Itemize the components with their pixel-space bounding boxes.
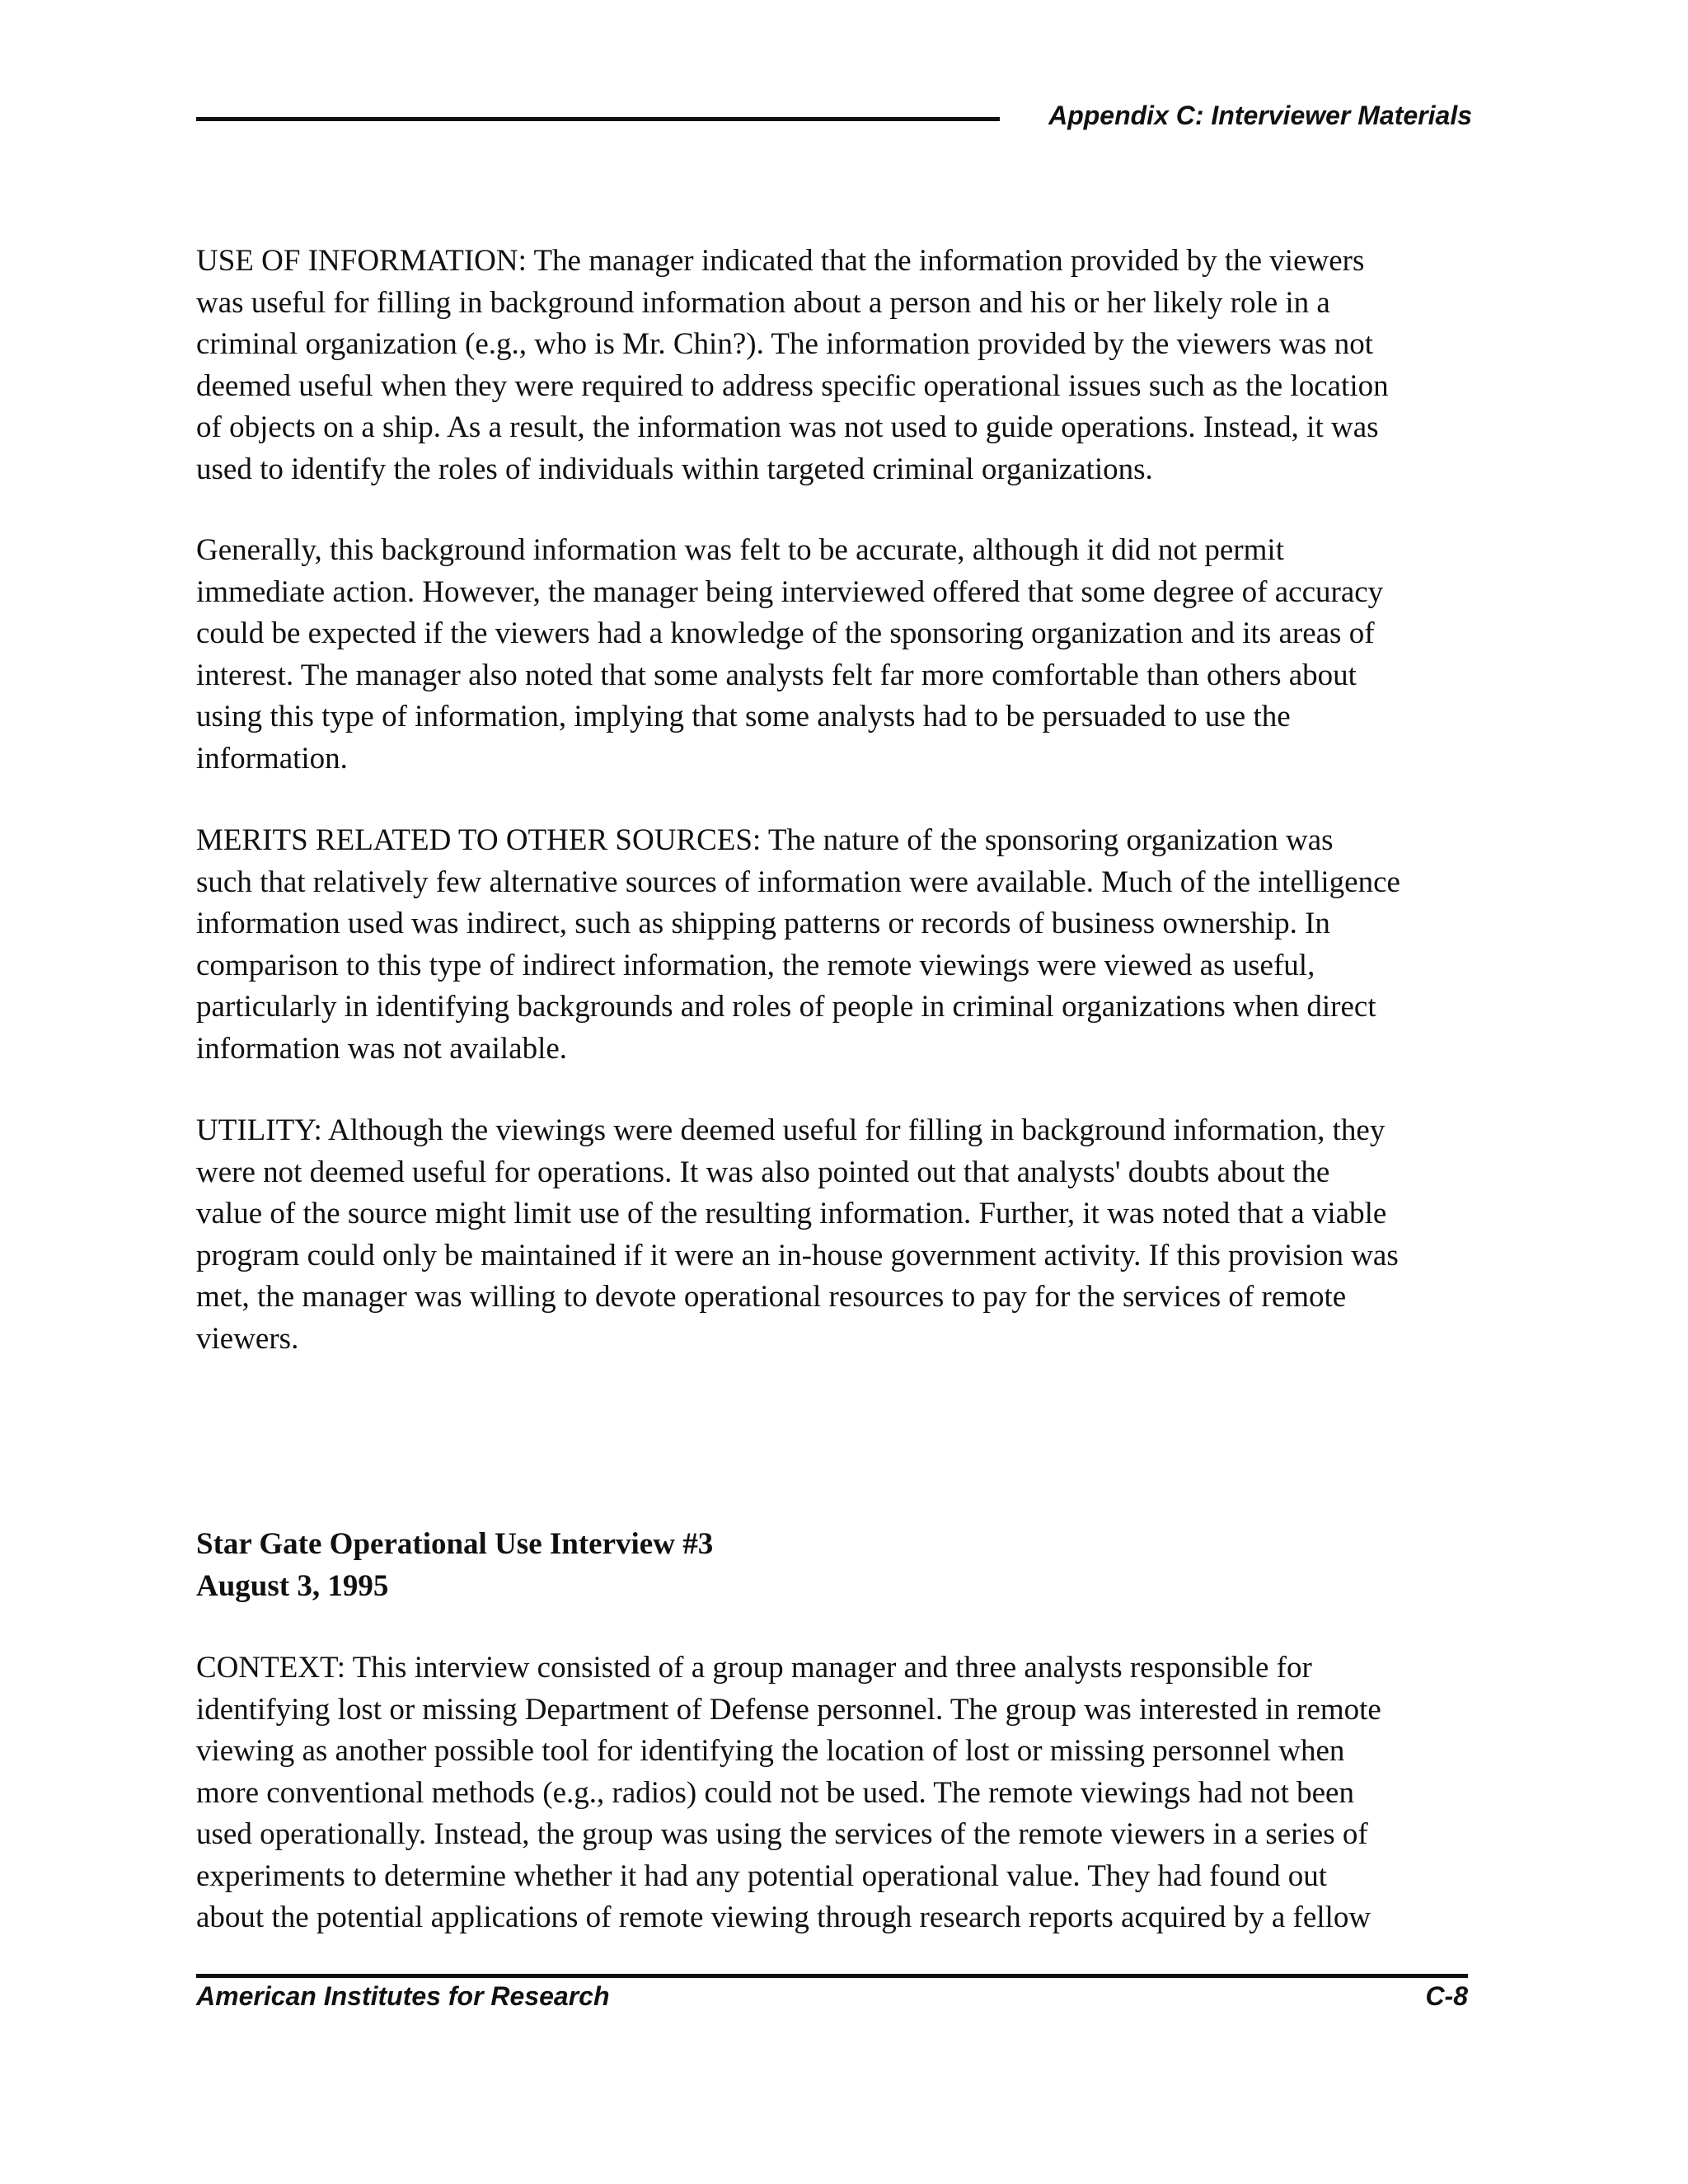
header-rule <box>196 117 1000 121</box>
footer-organization: American Institutes for Research <box>196 1981 610 2011</box>
section-date: August 3, 1995 <box>196 1568 389 1603</box>
paragraph-context <box>196 1647 1497 1939</box>
paragraph-use-of-information <box>196 241 1497 490</box>
paragraph-merits <box>196 820 1497 1070</box>
text-line: viewing as another possible tool for identifying the location of lost or missing personnel when <box>196 1734 1345 1768</box>
text-line: was useful for filling in background information about a person and his or her likely role in a <box>196 285 1330 320</box>
paragraph-utility <box>196 1110 1497 1360</box>
text-line: met, the manager was willing to devote operational resources to pay for the services of remote <box>196 1280 1347 1314</box>
text-line: could be expected if the viewers had a knowledge of the sponsoring organization and its areas of <box>196 616 1375 650</box>
text-line: deemed useful when they were required to address specific operational issues such as the location <box>196 368 1389 403</box>
text-line: value of the source might limit use of the resulting information. Further, it was noted that a viable <box>196 1197 1387 1230</box>
text-line: particularly in identifying backgrounds and roles of people in criminal organizations when direct <box>196 990 1376 1024</box>
paragraph-generally <box>196 530 1497 780</box>
text-line: program could only be maintained if it were an in-house government activity. If this provision was <box>196 1238 1399 1272</box>
text-line: comparison to this type of indirect information, the remote viewings were viewed as useful, <box>196 948 1315 982</box>
text-line: information used was indirect, such as shipping patterns or records of business ownership. In <box>196 907 1330 940</box>
text-line: more conventional methods (e.g., radios) could not be used. The remote viewings had not been <box>196 1775 1354 1810</box>
text-line: used operationally. Instead, the group was using the services of the remote viewers in a series of <box>196 1817 1368 1851</box>
text-line: information. <box>196 741 348 776</box>
text-line: experiments to determine whether it had any potential operational value. They had found out <box>196 1858 1327 1893</box>
text-line: immediate action. However, the manager being interviewed offered that some degree of accuracy <box>196 574 1384 609</box>
text-line: Generally, this background information was felt to be accurate, although it did not permit <box>196 533 1284 567</box>
text-line: UTILITY: Although the viewings were deemed useful for filling in background information, they <box>196 1113 1386 1147</box>
text-line: about the potential applications of remote viewing through research reports acquired by a fellow <box>196 1900 1372 1934</box>
text-line: viewers. <box>196 1321 299 1356</box>
text-line: of objects on a ship. As a result, the information was not used to guide operations. Instead, it was <box>196 410 1379 444</box>
page-header-title: Appendix C: Interviewer Materials <box>1048 101 1472 130</box>
text-line: interest. The manager also noted that some analysts felt far more comfortable than others about <box>196 658 1357 692</box>
text-line: information was not available. <box>196 1031 568 1066</box>
text-line: USE OF INFORMATION: The manager indicated that the information provided by the viewers <box>196 244 1365 278</box>
section-heading <box>196 1524 713 1607</box>
text-line: CONTEXT: This interview consisted of a group manager and three analysts responsible for <box>196 1651 1312 1685</box>
footer-rule <box>196 1974 1468 1978</box>
text-line: identifying lost or missing Department of Defense personnel. The group was interested in remote <box>196 1692 1381 1727</box>
text-line: were not deemed useful for operations. It was also pointed out that analysts' doubts about the <box>196 1155 1330 1189</box>
text-line: used to identify the roles of individuals within targeted criminal organizations. <box>196 452 1153 486</box>
page-number: C-8 <box>1425 1981 1468 2011</box>
section-title: Star Gate Operational Use Interview #3 <box>196 1527 714 1561</box>
text-line: criminal organization (e.g., who is Mr. Chin?). The information provided by the viewers was not <box>196 327 1373 361</box>
text-line: using this type of information, implying that some analysts had to be persuaded to use the <box>196 700 1291 733</box>
text-line: MERITS RELATED TO OTHER SOURCES: The nature of the sponsoring organization was <box>196 823 1334 857</box>
text-line: such that relatively few alternative sources of information were available. Much of the intelligence <box>196 865 1400 899</box>
